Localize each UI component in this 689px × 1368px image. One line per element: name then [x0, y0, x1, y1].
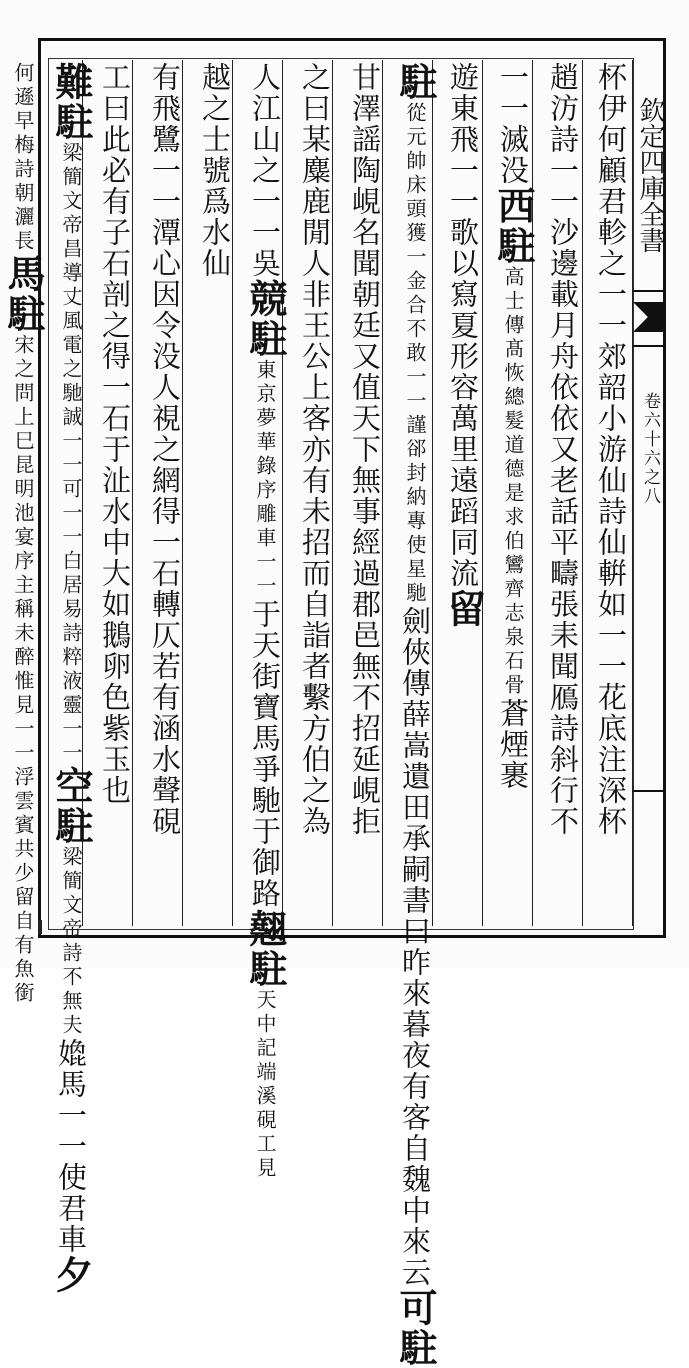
- headword: 夕: [49, 1255, 94, 1295]
- headword: 馬駐: [1, 254, 46, 334]
- column-text: 劍俠傳薛嵩遺田承嗣書曰昨來暮夜有客自魏中來云: [398, 606, 432, 1288]
- text-column: [48, 62, 94, 1295]
- text-column: [392, 62, 438, 1368]
- fishtail-rule-top: [632, 290, 666, 292]
- book-title: 欽定四庫全書: [635, 97, 665, 253]
- headword: 可駐: [393, 1288, 438, 1368]
- fishtail-rule-bottom: [632, 345, 666, 347]
- margin-rule: [632, 790, 666, 792]
- text-column: [92, 62, 138, 922]
- scan-mark: [38, 920, 42, 934]
- annotation-text: 梁簡文帝昌導丈風電之馳誠一一可一一白居易詩粹液靈一一: [59, 142, 83, 766]
- annotation-text: 高士傳髙恢總髮道德是求伯鸞齊志泉石骨: [501, 266, 525, 698]
- column-text: 趙汸詩一一沙邊載月舟依依又老話平疇張耒聞鴈詩斜行不: [546, 62, 580, 837]
- text-column: [440, 62, 486, 922]
- headword: 競駐: [243, 279, 288, 359]
- text-column: [142, 62, 188, 922]
- text-column: [292, 62, 338, 922]
- annotation-text: 宋之問上巳昆明池宴序主稱未醉: [11, 334, 35, 670]
- column-text: 遊東飛一一歌以寫夏形容萬里遠蹈同流: [446, 62, 480, 589]
- column-text: 之曰某麋鹿閒人非王公上客亦有未招而自詣者繫方伯之為: [298, 62, 332, 837]
- column-text: 杯伊何顧君軫之一一郊韶小游仙詩仙輧如一一花底注深杯: [594, 62, 628, 837]
- headword: 翹駐: [243, 909, 288, 989]
- text-column: [242, 62, 288, 1181]
- text-column: [540, 62, 586, 922]
- column-text: 蒼煙裹: [496, 698, 530, 791]
- text-column: [588, 62, 634, 922]
- column-text: 一一滅没: [496, 62, 530, 186]
- headword: 難駐: [49, 62, 94, 142]
- headword: 西駐: [491, 186, 536, 266]
- annotation-text: 天中記端溪硯工見: [253, 989, 277, 1181]
- text-column: [490, 62, 536, 922]
- annotation-text: 從元帥床頭獲一金合不敢一一謹郤封納專使星馳: [403, 102, 427, 606]
- column-text: 有飛鷺一一潭心因令没人視之網得一石轉仄若有涵水聲硯: [148, 62, 182, 837]
- text-column: [342, 62, 388, 922]
- annotation-text: 何遜早梅詩朝灑長: [11, 62, 35, 254]
- headword: 駐: [393, 62, 438, 102]
- headword: 空駐: [49, 766, 94, 846]
- column-text: 于天街寶馬爭馳于御路: [248, 599, 282, 909]
- text-column: [192, 62, 238, 922]
- column-text: 越之士號爲水仙: [198, 62, 232, 279]
- annotation-text: 梁簡文帝詩不無夫: [59, 846, 83, 1038]
- column-text: 嫓馬一一使君車: [54, 1038, 88, 1255]
- column-text: 人江山之一一吳: [248, 62, 282, 279]
- column-text: 工曰此必有子石剖之得一石于沚水中大如鵝卵色紫玉也: [98, 62, 132, 806]
- column-text: 甘澤謡陶峴名聞朝廷又值天下無事經過郡邑無不招延峴拒: [348, 62, 382, 837]
- headword: 留: [441, 589, 486, 629]
- text-column: [1, 62, 46, 1006]
- annotation-text: 東京夢華錄序雕車一一: [253, 359, 277, 599]
- volume-label: 卷六十六之八: [640, 392, 660, 506]
- annotation-text: 惟見一一浮雲賓共少留自有魚銜: [11, 670, 35, 1006]
